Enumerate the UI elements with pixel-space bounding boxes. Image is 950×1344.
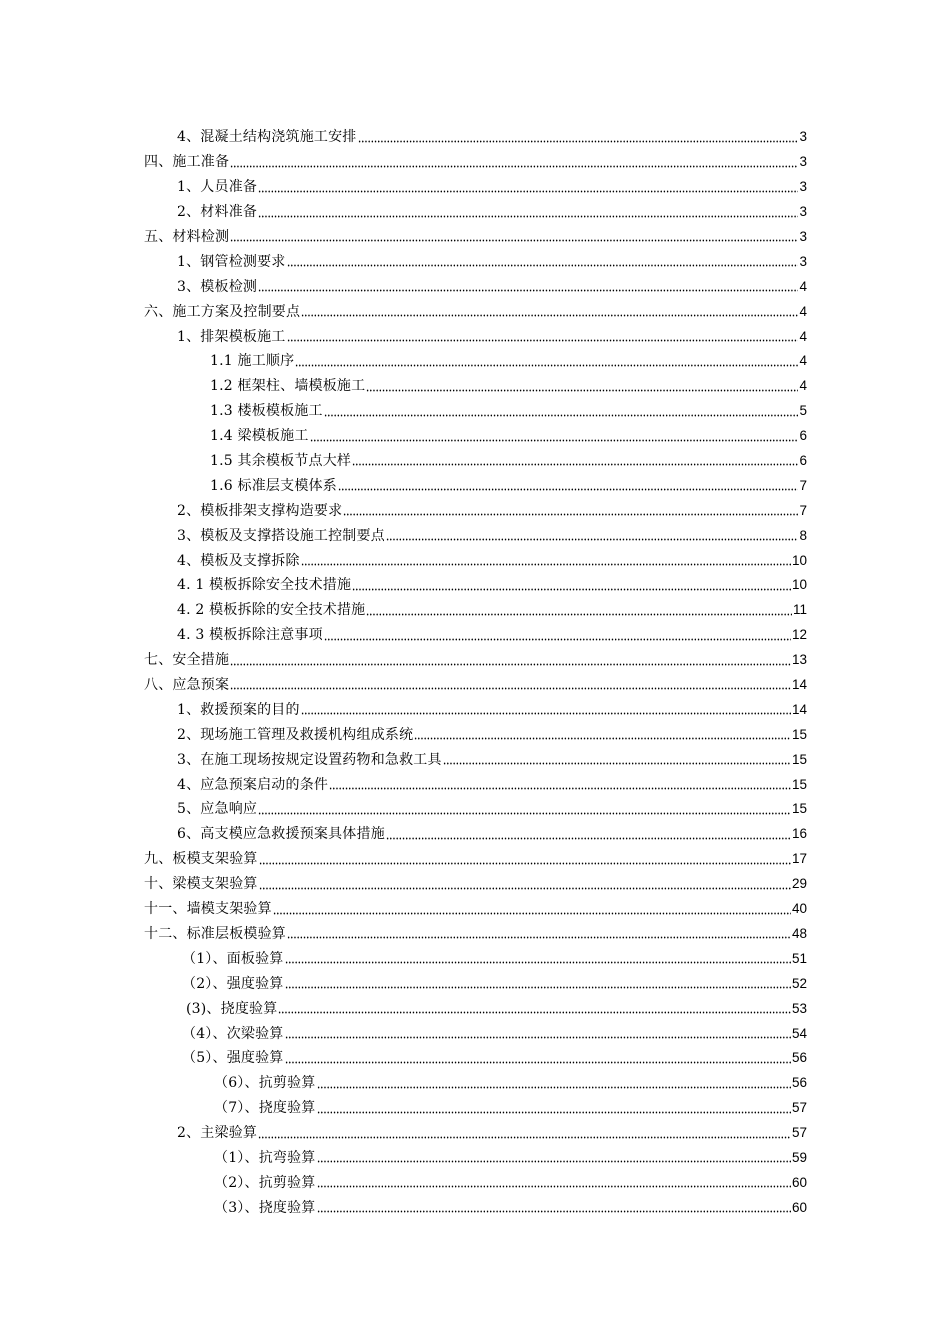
toc-entry-page-number: 53 [791, 1000, 807, 1016]
toc-entry-title: 3、在施工现场按规定设置药物和急救工具 [177, 751, 442, 768]
toc-entry-title: （6）、抗剪验算 [214, 1075, 316, 1092]
toc-entry-title: 五、材料检测 [144, 229, 230, 245]
toc-entry-title: 1、人员准备 [177, 179, 258, 196]
toc-entry-page-number: 4 [799, 328, 807, 344]
toc-entry-page-number: 7 [799, 502, 807, 518]
toc-entry[interactable] [0, 473, 950, 498]
toc-entry-title: 1、排架模板施工 [177, 328, 286, 345]
toc-entry[interactable] [0, 299, 950, 324]
toc-dot-leader [230, 658, 791, 666]
toc-entry-page-number: 4 [799, 278, 807, 294]
toc-entry-title: 1、钢管检测要求 [177, 253, 286, 270]
toc-entry-page-number: 52 [791, 975, 807, 991]
toc-entry-page-number: 54 [791, 1025, 807, 1041]
toc-dot-leader [352, 458, 798, 466]
toc-entry-title: 2、主梁验算 [177, 1125, 258, 1142]
toc-dot-leader [352, 583, 791, 591]
toc-dot-leader [324, 409, 799, 417]
toc-entry-page-number: 59 [791, 1149, 807, 1165]
toc-entry-title: 八、应急预案 [144, 677, 230, 694]
table-of-contents [0, 125, 950, 1220]
toc-entry-title: （7）、挠度验算 [214, 1100, 316, 1117]
toc-dot-leader [287, 334, 799, 342]
toc-entry-page-number: 3 [799, 253, 807, 269]
toc-dot-leader [443, 757, 791, 765]
toc-entry-title: 6、高支模应急救援预案具体措施 [177, 826, 385, 843]
toc-entry[interactable] [0, 623, 950, 648]
toc-dot-leader [324, 633, 791, 641]
toc-dot-leader [258, 1131, 791, 1139]
toc-entry[interactable] [0, 1170, 950, 1195]
toc-dot-leader [301, 558, 791, 566]
toc-entry-page-number: 6 [799, 428, 807, 444]
toc-entry-page-number: 15 [791, 801, 807, 817]
toc-dot-leader [259, 857, 791, 865]
toc-entry[interactable] [0, 946, 950, 971]
toc-entry-title: 六、施工方案及控制要点 [144, 303, 301, 320]
toc-dot-leader [285, 981, 791, 989]
toc-entry-page-number: 4 [799, 353, 807, 369]
toc-entry-title: 2、现场施工管理及救援机构组成系统 [177, 726, 414, 743]
toc-entry[interactable] [0, 449, 950, 474]
toc-entry-page-number: 14 [791, 677, 807, 693]
toc-entry-title: （4）、次梁验算 [182, 1025, 284, 1042]
toc-entry-page-number: 10 [791, 552, 807, 568]
toc-entry[interactable] [0, 971, 950, 996]
toc-dot-leader [310, 434, 799, 442]
toc-entry-title: 十、梁模支架验算 [144, 876, 258, 893]
toc-entry[interactable] [0, 175, 950, 200]
toc-entry-title: 4、混凝土结构浇筑施工安排 [177, 129, 357, 146]
toc-entry-title: 5、应急响应 [177, 801, 258, 818]
toc-dot-leader [301, 707, 791, 715]
toc-entry-page-number: 17 [791, 851, 807, 867]
toc-entry[interactable] [0, 996, 950, 1021]
toc-entry[interactable] [0, 1046, 950, 1071]
toc-entry[interactable] [0, 897, 950, 922]
toc-entry-page-number: 15 [791, 751, 807, 767]
toc-dot-leader [386, 832, 791, 840]
toc-entry[interactable] [0, 847, 950, 872]
toc-entry[interactable] [0, 424, 950, 449]
toc-entry[interactable] [0, 399, 950, 424]
toc-dot-leader [317, 1155, 791, 1163]
toc-entry[interactable] [0, 324, 950, 349]
toc-entry-title: 1、救援预案的目的 [177, 701, 300, 718]
toc-entry-page-number: 57 [791, 1100, 807, 1116]
toc-entry-title: （3）、挠度验算 [214, 1199, 316, 1216]
toc-entry-title: 十二、标准层板模验算 [144, 925, 286, 942]
toc-entry[interactable] [0, 548, 950, 573]
toc-entry-page-number: 15 [791, 776, 807, 792]
toc-dot-leader [317, 1205, 791, 1213]
toc-entry-page-number: 29 [791, 876, 807, 892]
toc-dot-leader [366, 608, 792, 616]
toc-entry-page-number: 13 [791, 652, 807, 668]
toc-entry-title: (3)、挠度验算 [186, 1000, 278, 1017]
toc-dot-leader [329, 782, 791, 790]
toc-entry-page-number: 4 [799, 378, 807, 394]
toc-entry-title: 4、应急预案启动的条件 [177, 776, 329, 793]
toc-dot-leader [358, 135, 799, 143]
toc-dot-leader [258, 185, 798, 193]
toc-entry[interactable] [0, 697, 950, 722]
toc-entry[interactable] [0, 1195, 950, 1220]
toc-entry[interactable] [0, 1071, 950, 1096]
toc-entry[interactable] [0, 772, 950, 797]
toc-entry-page-number: 4 [799, 303, 807, 319]
toc-entry-page-number: 7 [799, 477, 807, 493]
toc-dot-leader [285, 1056, 791, 1064]
toc-entry-title: 4. 3 模板拆除注意事项 [177, 627, 323, 644]
toc-entry[interactable] [0, 648, 950, 673]
toc-entry-page-number: 10 [791, 577, 807, 593]
toc-entry-page-number: 8 [799, 527, 807, 543]
toc-entry-page-number: 56 [791, 1050, 807, 1066]
toc-entry-page-number: 5 [799, 403, 807, 419]
toc-entry-title: 1.2 框架柱、墙模板施工 [210, 378, 366, 395]
toc-entry[interactable] [0, 598, 950, 623]
toc-entry[interactable] [0, 125, 950, 150]
toc-entry-title: 4. 1 模板拆除安全技术措施 [177, 577, 352, 594]
toc-entry-page-number: 6 [799, 453, 807, 469]
toc-dot-leader [230, 160, 798, 168]
toc-entry[interactable] [0, 374, 950, 399]
toc-entry-title: 1.3 楼板模板施工 [210, 403, 323, 420]
toc-dot-leader [258, 284, 798, 292]
toc-entry-title: （1）、面板验算 [182, 950, 284, 967]
toc-entry-title: （5）、强度验算 [182, 1050, 284, 1067]
toc-entry-title: 十一、墙模支架验算 [144, 901, 272, 918]
toc-entry-title: 3、模板及支撑搭设施工控制要点 [177, 527, 385, 544]
toc-entry-page-number: 60 [791, 1199, 807, 1215]
toc-entry[interactable] [0, 225, 950, 250]
toc-dot-leader [278, 1006, 791, 1014]
toc-entry-page-number: 57 [791, 1125, 807, 1141]
toc-dot-leader [414, 732, 791, 740]
toc-entry-page-number: 3 [799, 154, 807, 170]
toc-entry[interactable] [0, 573, 950, 598]
toc-dot-leader [301, 309, 798, 317]
toc-entry-title: 2、材料准备 [177, 204, 258, 221]
toc-dot-leader [258, 210, 798, 218]
toc-entry-page-number: 3 [799, 229, 807, 244]
toc-entry-page-number: 11 [792, 602, 807, 618]
toc-entry-title: 七、安全措施 [144, 652, 230, 669]
toc-entry[interactable] [0, 498, 950, 523]
toc-entry[interactable] [0, 1146, 950, 1171]
toc-dot-leader [317, 1081, 791, 1089]
toc-entry[interactable] [0, 200, 950, 225]
toc-dot-leader [259, 882, 791, 890]
toc-entry-title: 1.1 施工顺序 [210, 353, 295, 370]
toc-entry-title: 3、模板检测 [177, 278, 258, 295]
toc-dot-leader [258, 807, 791, 815]
toc-dot-leader [287, 259, 799, 267]
toc-entry[interactable] [0, 922, 950, 947]
toc-entry-page-number: 12 [791, 627, 807, 643]
toc-entry-page-number: 56 [791, 1075, 807, 1091]
toc-entry[interactable] [0, 872, 950, 897]
toc-entry[interactable] [0, 722, 950, 747]
toc-dot-leader [317, 1180, 791, 1188]
toc-entry[interactable] [0, 1021, 950, 1046]
toc-dot-leader [285, 956, 791, 964]
toc-entry-title: 1.6 标准层支模体系 [210, 477, 337, 494]
toc-dot-leader [287, 931, 791, 939]
toc-entry-title: 2、模板排架支撑构造要求 [177, 502, 343, 519]
toc-entry-title: 四、施工准备 [144, 154, 230, 171]
toc-entry-title: 1.4 梁模板施工 [210, 428, 309, 445]
toc-entry-page-number: 48 [791, 925, 807, 941]
toc-entry-page-number: 3 [799, 204, 807, 220]
toc-dot-leader [338, 483, 799, 491]
toc-entry[interactable] [0, 249, 950, 274]
toc-entry-page-number: 60 [791, 1174, 807, 1190]
toc-entry[interactable] [0, 673, 950, 698]
toc-entry-page-number: 14 [791, 701, 807, 717]
toc-entry[interactable] [0, 274, 950, 299]
toc-dot-leader [295, 359, 798, 367]
toc-entry[interactable] [0, 822, 950, 847]
toc-entry[interactable] [0, 150, 950, 175]
toc-entry[interactable] [0, 797, 950, 822]
toc-entry-page-number: 16 [791, 826, 807, 842]
toc-entry[interactable] [0, 523, 950, 548]
toc-dot-leader [230, 234, 798, 242]
toc-entry-title: （1）、抗弯验算 [214, 1149, 316, 1166]
toc-entry-title: 4、模板及支撑拆除 [177, 552, 300, 569]
toc-entry-title: 九、板模支架验算 [144, 851, 258, 868]
toc-entry[interactable] [0, 1096, 950, 1121]
toc-entry-page-number: 3 [799, 179, 807, 195]
toc-entry-page-number: 3 [799, 129, 807, 145]
toc-dot-leader [366, 384, 798, 392]
toc-entry-title: （2）、抗剪验算 [214, 1174, 316, 1191]
toc-entry[interactable] [0, 1121, 950, 1146]
toc-entry-page-number: 40 [791, 901, 807, 917]
toc-entry-title: 4. 2 模板拆除的安全技术措施 [177, 602, 366, 619]
toc-entry-title: 1.5 其余模板节点大样 [210, 453, 352, 470]
toc-entry[interactable] [0, 747, 950, 772]
toc-entry-title: （2）、强度验算 [182, 975, 284, 992]
toc-dot-leader [273, 907, 791, 915]
toc-dot-leader [317, 1106, 791, 1114]
toc-entry[interactable] [0, 349, 950, 374]
toc-dot-leader [230, 682, 791, 690]
toc-dot-leader [285, 1031, 791, 1039]
toc-entry-page-number: 51 [791, 950, 807, 966]
toc-dot-leader [343, 508, 798, 516]
toc-entry-page-number: 15 [791, 726, 807, 742]
toc-dot-leader [386, 533, 799, 541]
